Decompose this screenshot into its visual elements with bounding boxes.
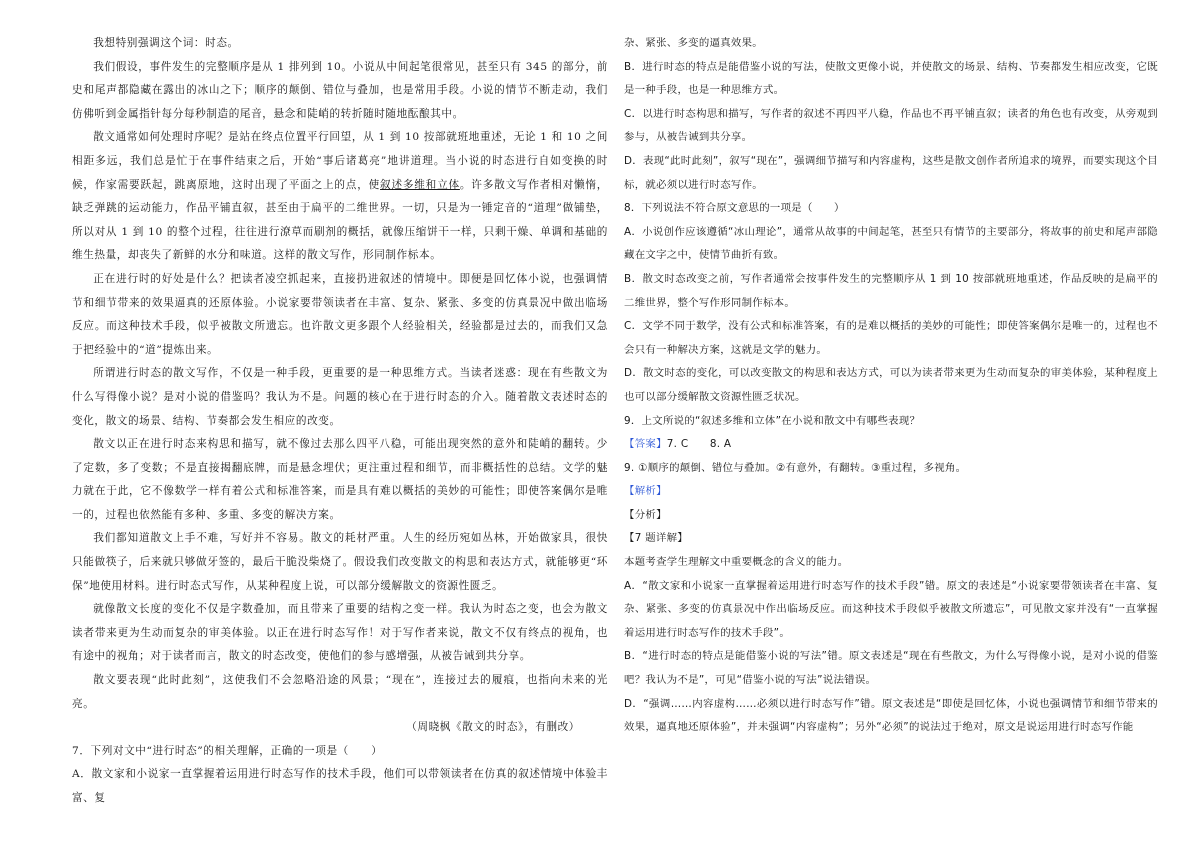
passage-paragraph-9: 散文要表现“此时此刻”，这使我们不会忽略沿途的风景；“现在”，连接过去的履痕，也指向未来的光亮。 <box>72 674 608 710</box>
passage-paragraph-3 <box>72 126 608 268</box>
passage-paragraph-6: 散文以正在进行时态来构思和描写，就不像过去那么四平八稳，可能出现突然的意外和陡峭的翻转。少了定数，多了变数；不是直接揭翻底牌，而是悬念埋伏；更注重过程和细节，而非概括性的总结。文学的魅力就在于此，它不像数学一样有着公式和标准答案，而是具有难以概括的美妙的可能性；即使答案偶尔是唯一的，过程也依然能有多种、多重、多变的解决方案。 <box>72 438 608 521</box>
question-8-option-c: C．文学不同于数学，没有公式和标准答案，有的是难以概括的美妙的可能性；即使答案偶尔是唯一的，过程也不会只有一种解决方案，这就是文学的魅力。 <box>624 320 1158 356</box>
answer-text: 7. C 8. A <box>666 438 732 451</box>
analysis-subheading: 【分析】 <box>624 508 667 521</box>
underlined-phrase: 叙述多维和立体 <box>380 178 460 191</box>
passage-paragraph-4: 正在进行时的好处是什么？把读者凌空抓起来，直接扔进叙述的情境中。即便是回忆体小说，也强调情节和细节带来的效果逼真的还原体验。小说家要带领读者在丰富、复杂、紧张、多变的仿真景况中做出临场反应。而这种技术手段，似乎被散文所遗忘。也许散文更多跟个人经验相关，经验都是过去的，而我们又急于把经验中的“道”提炼出来。 <box>72 272 608 356</box>
question-9-stem: 9．上文所说的“叙述多维和立体”在小说和散文中有哪些表现？ <box>624 414 921 427</box>
analysis-label: 【解析】 <box>624 485 667 498</box>
question-8-stem: 8．下列说法不符合原文意思的一项是（ ） <box>624 202 845 215</box>
left-column <box>72 32 608 811</box>
source-attribution: （周晓枫《散文的时态》，有删改） <box>406 721 580 734</box>
question-7-option-c: C．以进行时态构思和描写，写作者的叙述不再四平八稳，作品也不再平铺直叙；读者的角色也有改变，从旁观到参与，从被告诫到共分享。 <box>624 107 1158 144</box>
question-7-option-b: B．进行时态的特点是能借鉴小说的写法，使散文更像小说，并使散文的场景、结构、节奏都发生相应改变，它既是一种手段，也是一种思维方式。 <box>624 60 1158 97</box>
explanation-d: D．“强调……内容虚构……必须以进行时态写作”错。原文表述是“即使是回忆体，小说也强调情节和细节带来的效果，逼真地还原体验”，并未强调“内容虚构”；另外“必须”的说法过于绝对，原文是说运用进行时态写作能 <box>624 697 1158 734</box>
question-8-option-d: D．散文时态的变化，可以改变散文的构思和表达方式，可以为读者带来更为生动而复杂的审美体验，某种程度上也可以部分缓解散文资源性匮乏状况。 <box>624 367 1158 403</box>
question-8-option-a: A．小说创作应该遵循“冰山理论”，通常从故事的中间起笔，甚至只有情节的主要部分，将故事的前史和尾声部隐藏在文字之中，使情节曲折有致。 <box>624 225 1158 262</box>
passage-paragraph-8: 就像散文长度的变化不仅是字数叠加，而且带来了重要的结构之变一样。我认为时态之变，也会为散文读者带来更为生动而复杂的审美体验。以正在进行时态写作！对于写作者来说，散文不仅有终点的视角，也有途中的视角；对于读者而言，散文的时态改变，使他们的参与感增强，从被告诫到共分享。 <box>72 603 608 663</box>
passage-text: 。许多散文写作者相对懒惰，缺乏弹跳的运动能力，作品平铺直叙，甚至由于扁平的二维世界。一切，只是为一锤定音的“道理”做铺垫，所以对从 1 到 10 的整个过程，往往进行潦草而刷剂的概括，就像压缩饼干一样，只剩干燥、单调和基础的维生热量，却丧失了新鲜的水分和味道。这样的散文写作，形同制作标本。 <box>72 178 608 262</box>
explanation-b: B．“进行时态的特点是能借鉴小说的写法”错。原文表述是“现在有些散文，为什么写得像小说，是对小说的借鉴吧？我认为不是”，可见“借鉴小说的写法”说法错误。 <box>624 650 1158 687</box>
explanation-intro: 本题考查学生理解文中重要概念的含义的能力。 <box>624 556 849 569</box>
passage-text: 散文通常如何处理时序呢？是站在终点位置平行回望，从 1 到 10 按部就班地重述，无论 1 和 10 之间相距多远，我们总是忙于在事件结束之后，开始“事后诸葛亮”地讲道理。当小说的时态进行自如变换的时候，作家需要跃起，跳离原地，这时出现了平面之上的点，使 <box>72 131 608 191</box>
question-8-option-b: B．散文时态改变之前，写作者通常会按事件发生的完整顺序从 1 到 10 按部就班地重述，作品反映的是扁平的二维世界，整个写作形同制作标本。 <box>624 272 1158 309</box>
answer-label: 【答案】 <box>624 438 667 451</box>
question-7-option-a: A．散文家和小说家一直掌握着运用进行时态写作的技术手段，他们可以带领读者在仿真的叙述情境中体验丰富、复 <box>72 768 608 804</box>
passage-paragraph-5: 所谓进行时态的散文写作，不仅是一种手段，更重要的是一种思维方式。当读者迷惑：现在有些散文为什么写得像小说？是对小说的借鉴吗？我认为不是。问题的核心在于进行时态的介入。随着散文表述时态的变化，散文的场景、结构、节奏都会发生相应的改变。 <box>72 367 608 427</box>
answer-line <box>624 433 1158 457</box>
question-7-stem: 7．下列对文中“进行时态”的相关理解，正确的一项是（ ） <box>72 744 383 757</box>
right-column <box>624 32 1158 740</box>
question-7-option-a-continued: 杂、紧张、多变的逼真效果。 <box>624 37 763 49</box>
passage-paragraph-2: 我们假设，事件发生的完整顺序是从 1 排列到 10。小说从中间起笔很常见，甚至只有 345 的部分，前史和尾声都隐藏在露出的冰山之下；顺序的颠倒、错位与叠加，也是常用手段。小说的情节不断走动，我们仿佛听到金属指针每分每秒制造的尾音，悬念和陡峭的转折随时随地酝酿其中。 <box>72 60 608 120</box>
passage-paragraph-7: 我们都知道散文上手不难，写好并不容易。散文的耗材严重。人生的经历宛如丛林，开始做家具，很快只能做筷子，后来就只够做牙签的，最后干脆没柴烧了。假设我们改变散文的构思和表达方式，就能够更“环保”地使用材料。进行时态式写作，从某种程度上说，可以部分缓解散文的资源性匮乏。 <box>72 532 608 592</box>
answer-9: 9. ①顺序的颠倒、错位与叠加。②有意外，有翻转。③重过程，多视角。 <box>624 461 967 474</box>
explanation-a: A．“散文家和小说家一直掌握着运用进行时态写作的技术手段”错。原文的表述是“小说家要带领读者在丰富、复杂、紧张、多变的仿真景况中作出临场反应。而这种技术手段似乎被散文所遗忘”，可见散文家并没有“一直掌握着运用进行时态写作的技术手段”。 <box>624 579 1158 639</box>
question-7-detail-heading: 【7 题详解】 <box>624 532 688 545</box>
passage-paragraph-1: 我想特别强调这个词：时态。 <box>93 37 239 49</box>
question-7-option-d: D．表现“此时此刻”，叙写“现在”，强调细节描写和内容虚构，这些是散文创作者所追求的境界，而要实现这个目标，就必须以进行时态写作。 <box>624 154 1158 191</box>
